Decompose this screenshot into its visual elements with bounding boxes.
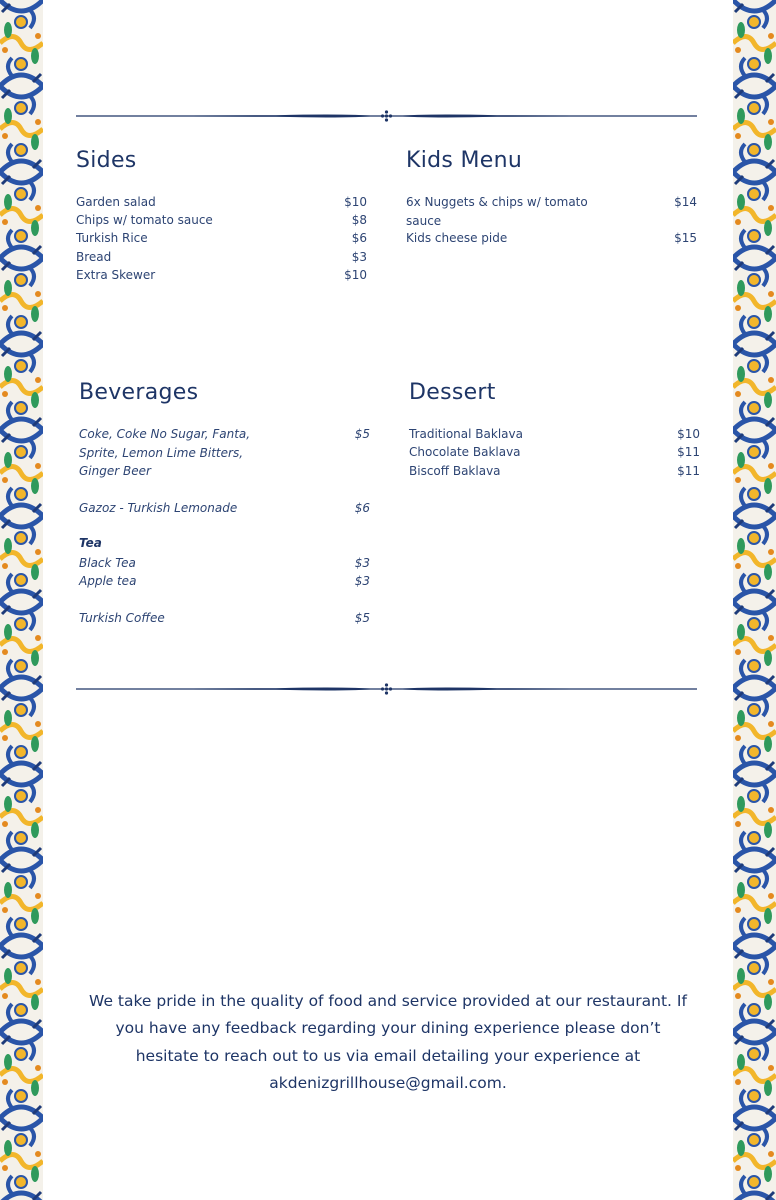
item-name: Gazoz - Turkish Lemonade: [79, 501, 238, 515]
item-name: Apple tea: [79, 574, 137, 588]
item-name-line2: Sprite, Lemon Lime Bitters,: [79, 445, 244, 460]
feedback-message: [80, 988, 696, 1097]
item-name: Chips w/ tomato sauce: [76, 213, 213, 227]
tile-pattern-right: [733, 0, 776, 1200]
item-price: $10: [677, 427, 700, 441]
feedback-line-2: you have any feedback regarding your dining experience please don’t: [115, 1019, 661, 1038]
item-price: $11: [677, 445, 700, 459]
item-name: Bread: [76, 250, 112, 264]
feedback-email: akdenizgrillhouse@gmail.com.: [269, 1073, 507, 1092]
item-price: $3: [351, 250, 367, 264]
beverages-item-soft-drinks: [79, 425, 370, 481]
ornamental-divider-top: [76, 109, 697, 123]
feedback-line-3: hesitate to reach out to us via email detailing your experience at: [135, 1046, 641, 1065]
item-name: Black Tea: [79, 556, 136, 570]
tile-pattern-left: [0, 0, 43, 1200]
item-name: Turkish Coffee: [79, 611, 165, 625]
item-name: 6x Nuggets & chips w/ tomato: [406, 195, 588, 209]
item-name: Turkish Rice: [76, 231, 148, 245]
tile-border-right: [733, 0, 776, 1200]
item-name-line3: Ginger Beer: [79, 464, 151, 478]
item-price: $3: [354, 574, 370, 588]
tile-border-left: [0, 0, 43, 1200]
item-price: $10: [344, 268, 367, 282]
tea-heading: Tea: [79, 536, 102, 550]
item-name: Biscoff Baklava: [409, 464, 501, 478]
ornamental-divider-bottom: [76, 682, 697, 696]
item-name: Chocolate Baklava: [409, 445, 521, 459]
item-price: $5: [354, 611, 370, 625]
item-price: $5: [354, 427, 370, 441]
item-name: Extra Skewer: [76, 268, 156, 282]
item-price: $8: [351, 213, 367, 227]
dessert-title: Dessert: [409, 380, 496, 405]
item-name: Coke, Coke No Sugar, Fanta,: [79, 427, 251, 441]
item-name: Kids cheese pide: [406, 231, 508, 245]
item-name-continued: sauce: [406, 213, 442, 228]
item-price: $11: [677, 464, 700, 478]
item-price: $14: [674, 195, 697, 209]
item-price: $6: [351, 231, 367, 245]
item-price: $6: [354, 501, 370, 515]
item-price: $15: [674, 231, 697, 245]
feedback-line-1: We take pride in the quality of food and service provided at our restaurant. If: [89, 992, 687, 1010]
item-price: $3: [354, 556, 370, 570]
sides-title: Sides: [76, 148, 137, 173]
item-price: $10: [344, 195, 367, 209]
kids-item-nuggets: [406, 193, 697, 230]
item-name: Garden salad: [76, 195, 156, 209]
beverages-title: Beverages: [79, 380, 199, 405]
item-name: Traditional Baklava: [409, 427, 523, 441]
kids-menu-title: Kids Menu: [406, 148, 523, 173]
